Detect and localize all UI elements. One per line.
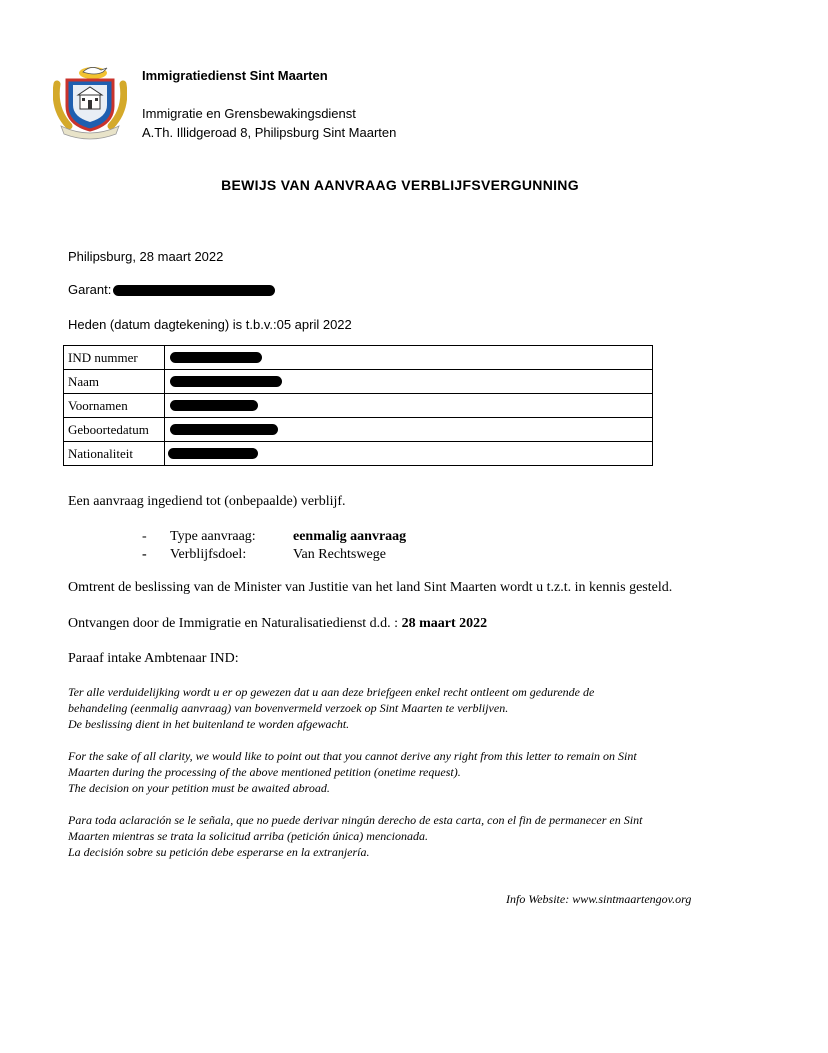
received-prefix: Ontvangen door de Immigratie en Naturalisatiedienst d.d. :: [68, 616, 402, 631]
place-date: Philipsburg, 28 maart 2022: [68, 249, 224, 264]
table-row: [64, 370, 652, 394]
bullet-dash: -: [142, 529, 147, 544]
disclaimer-dutch: [68, 684, 758, 732]
disclaimer-english: [68, 748, 758, 796]
column-divider: [164, 346, 165, 369]
redaction-bar: [170, 400, 258, 411]
table-label-voornamen: Voornamen: [68, 398, 128, 413]
column-divider: [164, 418, 165, 441]
column-divider: [164, 370, 165, 393]
table-row: [64, 394, 652, 418]
table-label-naam: Naam: [68, 374, 100, 389]
garant-row: [68, 282, 111, 297]
org-details: [142, 104, 396, 142]
disclaimer-line: Ter alle verduidelijking wordt u er op gewezen dat u aan deze briefgeen enkel recht ontleent om gedurende de: [68, 685, 595, 699]
table-label-ind-nummer: IND nummer: [68, 350, 138, 365]
verblijfsdoel-value: Van Rechtswege: [293, 547, 386, 562]
table-row: [64, 418, 652, 442]
disclaimer-line: Maarten during the processing of the above mentioned petition (onetime request).: [68, 765, 461, 779]
disclaimer-line: behandeling (eenmalig aanvraag) van bovenvermeld verzoek op Sint Maarten te verblijven.: [68, 701, 509, 715]
redaction-bar: [170, 376, 282, 387]
sint-maarten-coat-of-arms-icon: [53, 64, 127, 140]
coat-of-arms-logo: [53, 64, 127, 140]
heden-date: Heden (datum dagtekening) is t.b.v.:05 april 2022: [68, 317, 352, 332]
column-divider: [164, 394, 165, 417]
redaction-bar: [113, 285, 275, 296]
org-subtitle: Immigratie en Grensbewakingsdienst: [142, 106, 356, 121]
received-line: [68, 616, 487, 632]
received-date: 28 maart 2022: [401, 616, 488, 631]
verblijfsdoel-label: Verblijfsdoel:: [170, 547, 247, 562]
disclaimer-spanish: [68, 812, 758, 860]
org-name: Immigratiedienst Sint Maarten: [142, 68, 328, 83]
type-aanvraag-label: Type aanvraag:: [170, 529, 256, 544]
disclaimer-line: La decisión sobre su petición debe esperarse en la extranjería.: [68, 845, 370, 859]
disclaimer-line: The decision on your petition must be awaited abroad.: [68, 781, 330, 795]
table-row: [64, 346, 652, 370]
personal-info-table: [63, 345, 653, 466]
disclaimer-line: Para toda aclaración se le señala, que no puede derivar ningún derecho de esta carta, con el fin de permanecer en Sint: [68, 813, 643, 827]
column-divider: [164, 442, 165, 466]
decision-notice: Omtrent de beslissing van de Minister van Justitie van het land Sint Maarten wordt u t.z.t. in kennis gesteld.: [68, 580, 673, 595]
org-address: A.Th. Illidgeroad 8, Philipsburg Sint Maarten: [142, 125, 397, 140]
redaction-bar: [170, 352, 262, 363]
type-aanvraag-value: eenmalig aanvraag: [293, 529, 407, 544]
disclaimer-line: De beslissing dient in het buitenland te worden afgewacht.: [68, 717, 350, 731]
info-website: Info Website: www.sintmaartengov.org: [506, 892, 692, 906]
paraaf-intake: Paraaf intake Ambtenaar IND:: [68, 651, 239, 666]
disclaimer-line: For the sake of all clarity, we would like to point out that you cannot derive any right from this letter to remain on Sint: [68, 749, 637, 763]
disclaimer-line: Maarten mientras se trata la solicitud arriba (petición única) mencionada.: [68, 829, 428, 843]
bullet-dash: -: [142, 547, 147, 562]
table-label-geboortedatum: Geboortedatum: [68, 422, 149, 437]
application-intro: Een aanvraag ingediend tot (onbepaalde) verblijf.: [68, 494, 346, 509]
redaction-bar: [168, 448, 258, 459]
table-row: [64, 442, 652, 466]
redaction-bar: [170, 424, 278, 435]
garant-label: Garant:: [68, 282, 112, 297]
document-title: BEWIJS VAN AANVRAAG VERBLIJFSVERGUNNING: [221, 177, 579, 193]
table-label-nationaliteit: Nationaliteit: [68, 446, 133, 461]
